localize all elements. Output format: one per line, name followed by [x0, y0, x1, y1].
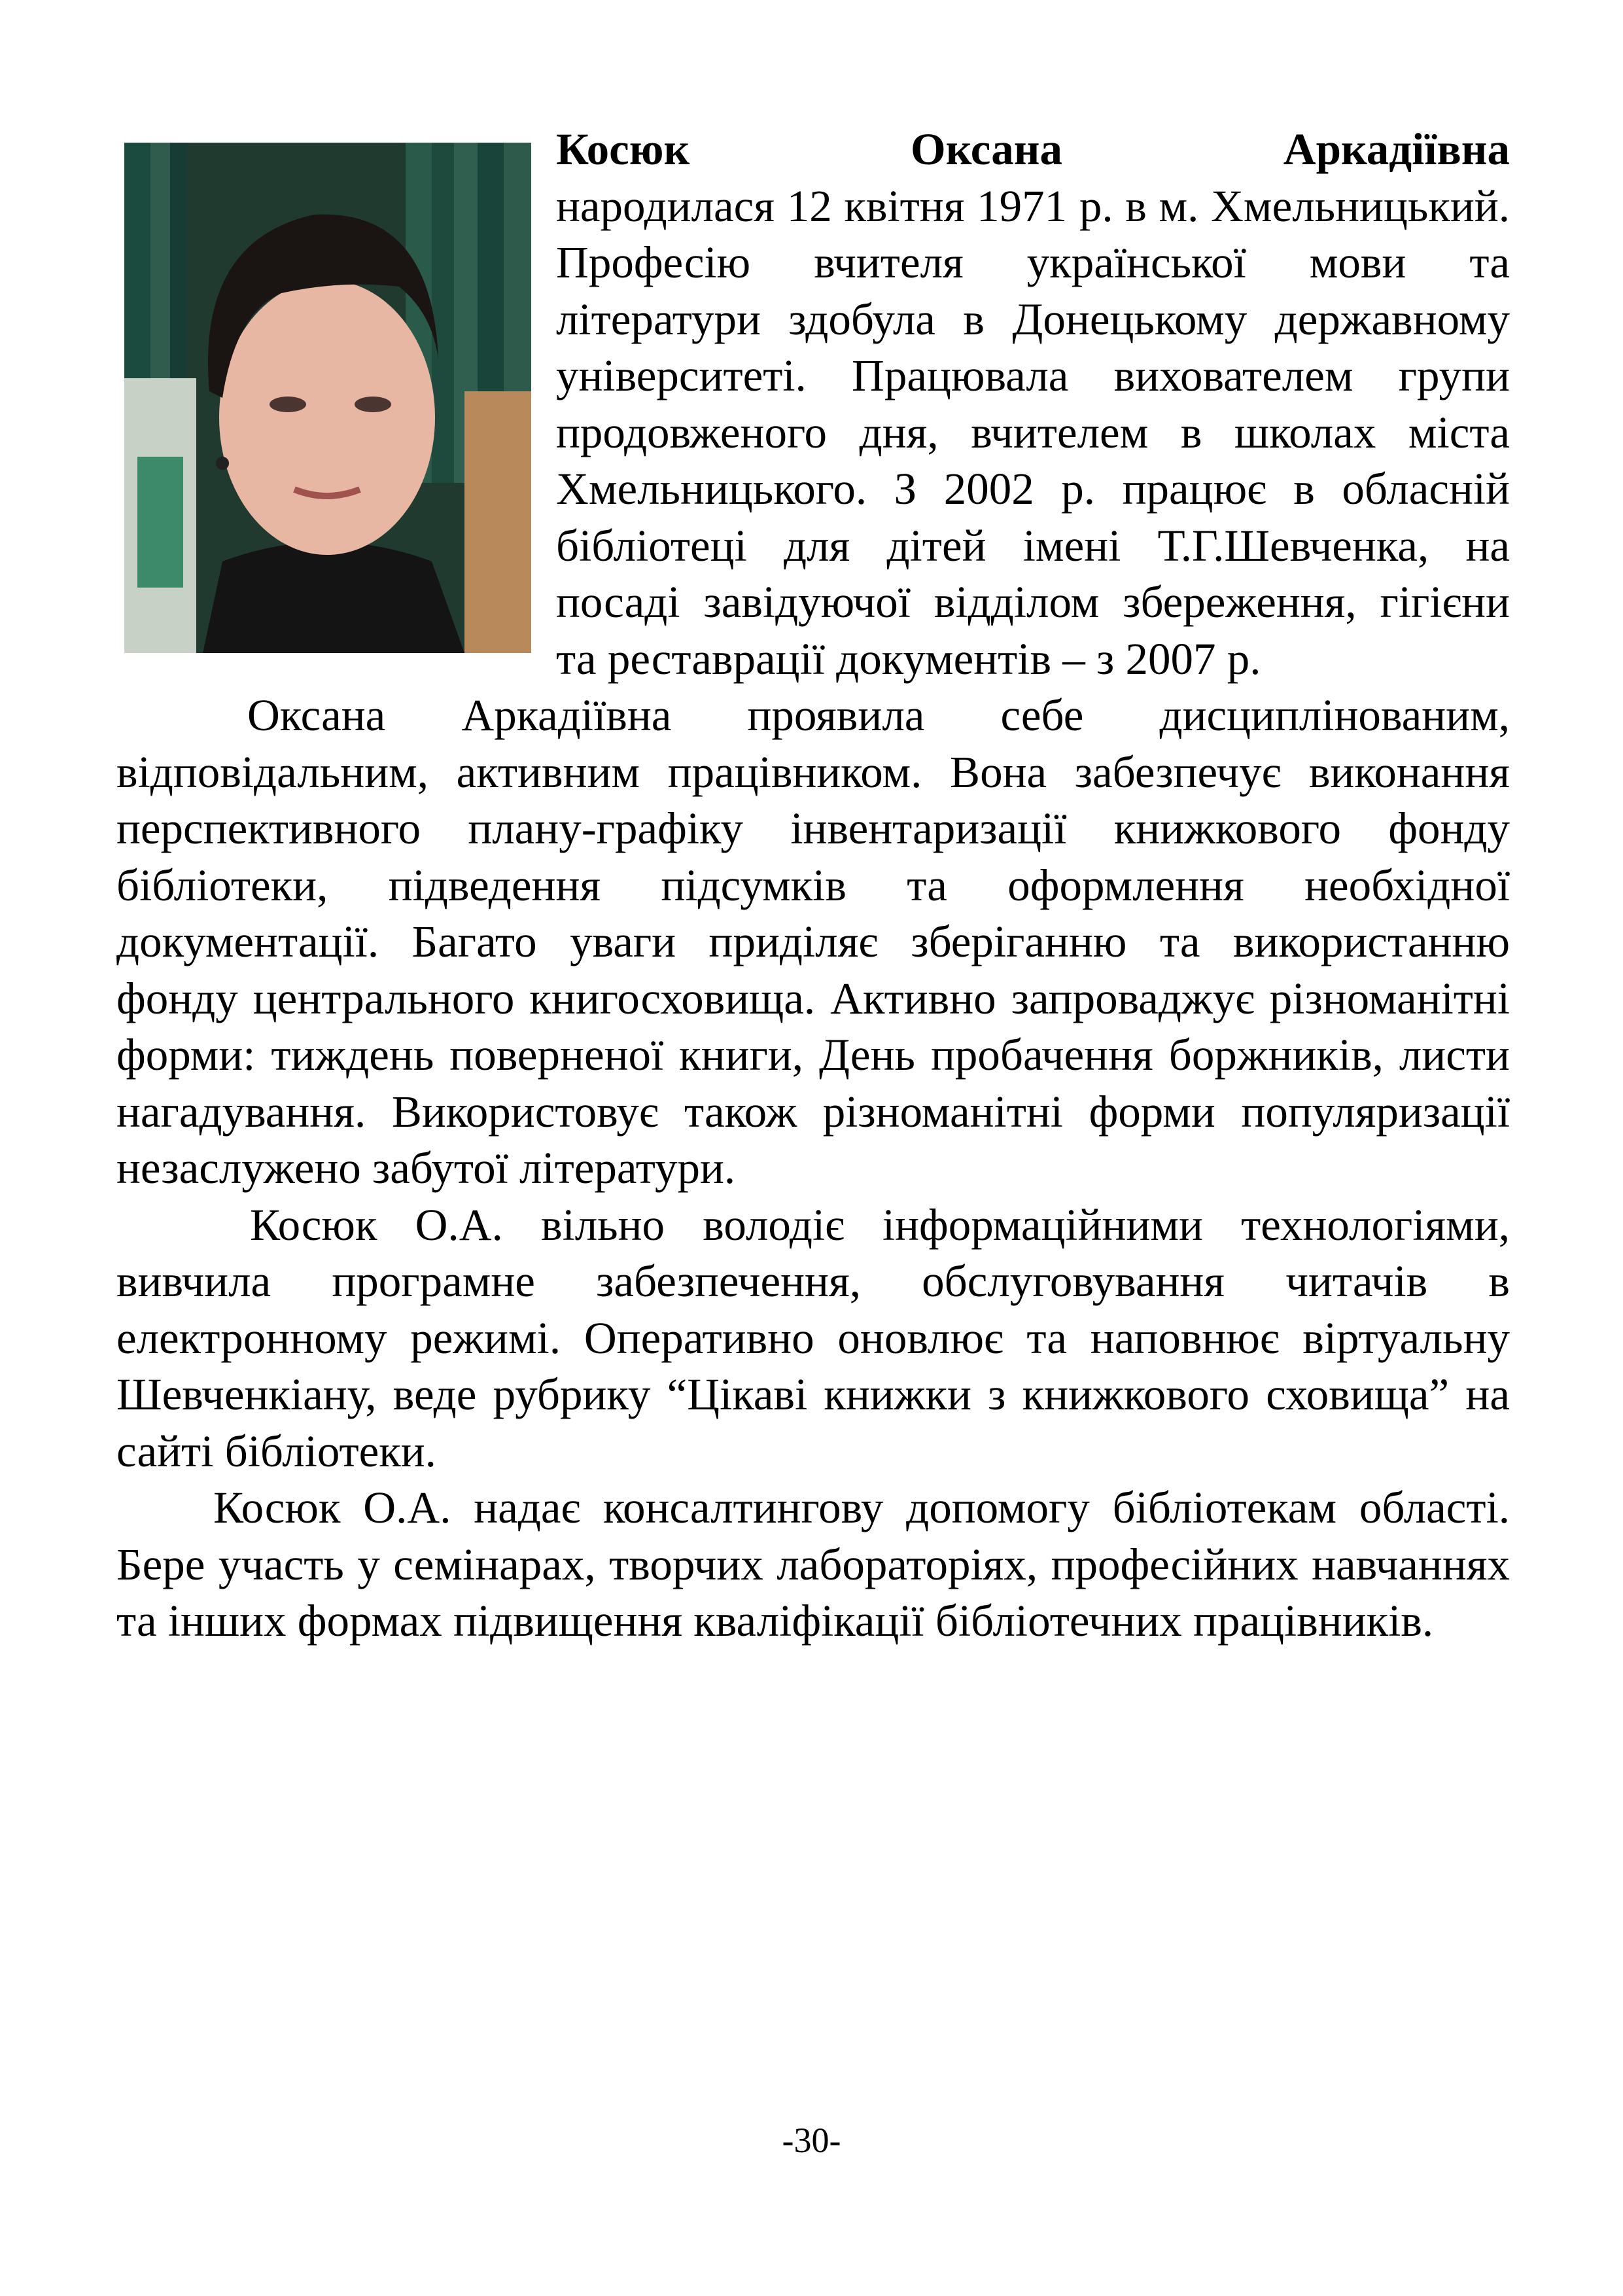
portrait-image — [124, 143, 531, 653]
bio-paragraph-4: Косюк О.А. надає консалтингову допомогу бібліотекам області. Бере участь у семінарах, творчих лабораторіях, професійних навчаннях та інших формах підвищення кваліфікації бібліотечних працівників. — [116, 1483, 1510, 1646]
person-name: Косюк Оксана Аркадіївна — [556, 124, 1510, 174]
bio-intro: народилася 12 квітня 1971 р. в м. Хмельницький. Професію вчителя української мови та літератури здобула в Донецькому державному університеті. Працювала вихователем групи продовженого дня, вчителем в школах міста Хмельницького. З 2002 р. працює в обласній бібліотеці для дітей імені Т.Г.Шевченка, на посаді завідуючої відділом збереження, гігієни та реставрації документів – з 2007 р. — [556, 181, 1510, 684]
bio-paragraph-3: Косюк О.А. вільно володіє інформаційними технологіями, вивчила програмне забезпечення, обслуговування читачів в електронному режимі. Оперативно оновлює та наповнює віртуальну Шевченкіану, веде рубрику “Цікаві книжки з книжкового сховища” на сайті бібліотеки. — [116, 1199, 1510, 1476]
bio-paragraph-2: Оксана Аркадіївна проявила себе дисциплінованим, відповідальним, активним працівником. Вона забезпечує виконання перспективного плану-графіку інвентаризації книжкового фонду бібліотеки, підведення підсумків та оформлення необхідної документації. Багато уваги приділяє зберіганню та використанню фонду центрального книгосховища. Активно запроваджує різноманітні форми: тиждень поверненої книги, День пробачення боржників, листи нагадування. Використовує також різноманітні форми популяризації незаслужено забутої літератури. — [116, 690, 1510, 1193]
document-body — [116, 121, 1510, 1650]
page-number: -30- — [782, 2121, 841, 2160]
portrait-photo — [124, 143, 531, 653]
